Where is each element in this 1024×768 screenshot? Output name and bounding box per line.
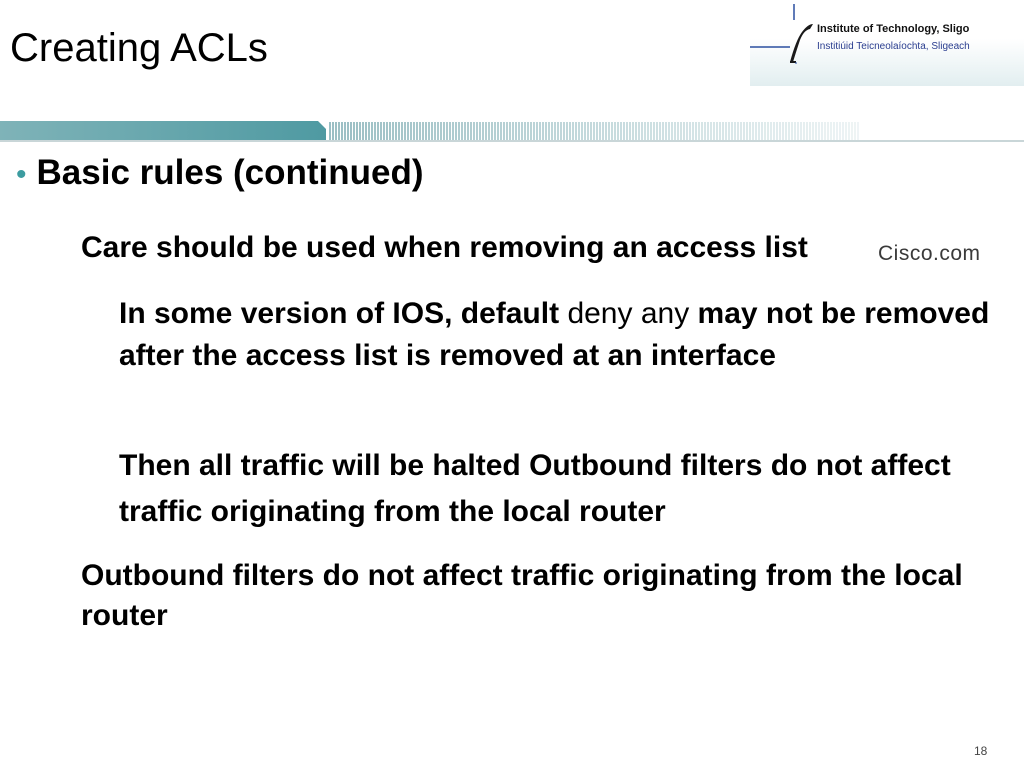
heading-text: Basic rules (continued) [36,153,424,192]
cisco-brand-label: Cisco.com [878,242,981,265]
logo-institute-name: Institute of Technology, Sligo [817,23,970,35]
list-item [119,443,989,535]
list-item-text-emphasis: deny any [567,297,690,330]
list-item-text: may not be removed after the access list is removed at an interface [119,297,990,372]
list-item [119,293,999,377]
institute-logo [750,0,1024,86]
bullet-heading [16,150,424,198]
list-item-text: In some version of IOS, default [119,297,560,330]
list-item-text: Care should be used when removing an access list [81,231,808,264]
list-item-text: Outbound filters do not affect traffic originating from the local router [81,559,963,632]
list-item [81,556,1016,636]
page-number: 18 [974,744,988,758]
banner-graphic [0,118,1024,146]
list-item-text: Then all traffic will be halted Outbound filters do not affect traffic originating from the local router [119,449,951,528]
logo-institute-name-irish: Institiúid Teicneolaíochta, Sligeach [817,41,970,52]
list-item [81,228,808,268]
bullet-dot-icon: • [16,158,27,191]
slide-title: Creating ACLs [10,26,268,70]
